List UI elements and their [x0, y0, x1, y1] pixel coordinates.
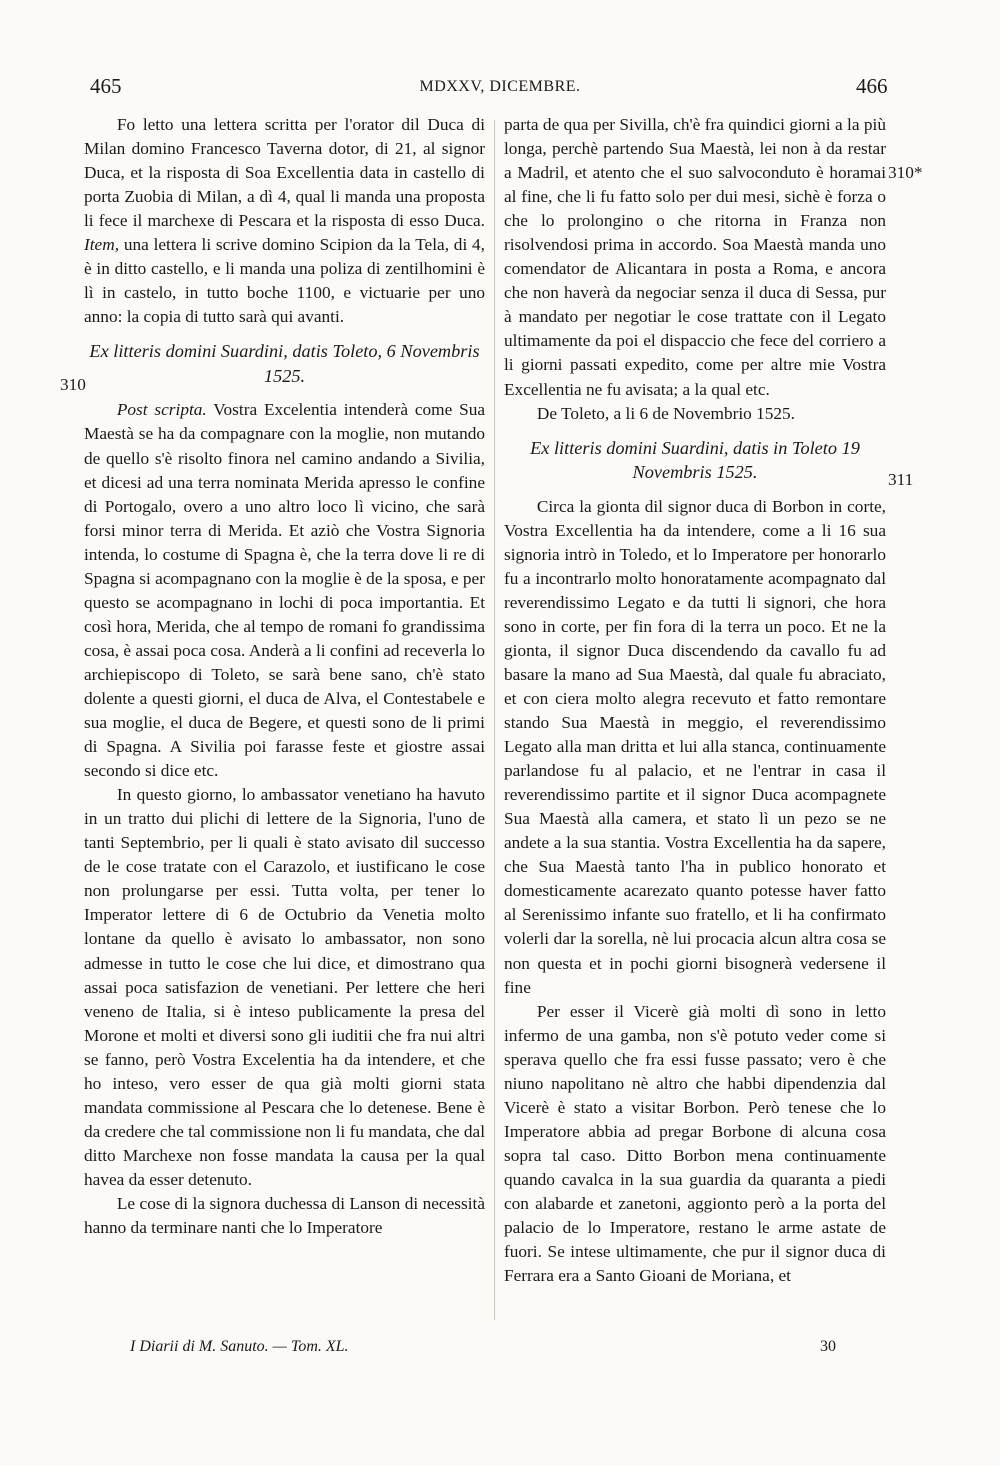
paragraph: parta de qua per Sivilla, ch'è fra quindici giorni a la più longa, perchè partendo Sua Maestà, lei non à da restar a Madril, et atento che el suo salvoconduto è horamai al fine, che li fu fatto solo per dui mesi, sichè è forza o che lo prolongino o che ritorna in Franza non risolvendosi prima in accordo. Soa Maestà manda uno comendator de Alicantara in posta a Roma, e ancora che non haverà da negociar senza il duca di Sessa, pur à mandato per negotiar le cose trattate con il Legato ultimamente da poi el dispaccio che fece del corriero a li giorni passati expedito, come per altre mie Vostra Excellentia ne fu avisata; a la qual etc. [504, 115, 886, 399]
paragraph: Per esser il Vicerè già molti dì sono in letto infermo de una gamba, non s'è potuto veder come si sperava quello che fra essi fusse passato; vero è che niuno napolitano nè altro che habbi dipendenzia dal Vicerè è stato a visitar Borbon. Però tenese che lo Imperatore abbia ad pregar Borbone di alcuna cosa sopra tal caso. Ditto Borbon mena continuamente quando cavalca in la sua guardia da quaranta a piedi con alabarde et zanetoni, aggionto però a la porta del palacio de lo Imperatore, restano le arme astate de fuori. Se intese ultimamente, che pur il signor duca di Ferrara era a Santo Gioani de Moriana, et [504, 1001, 886, 1286]
running-header [0, 74, 1000, 104]
column-divider [494, 120, 495, 1320]
margin-note-310b: 310* [888, 163, 923, 182]
paragraph: Le cose di la signora duchessa di Lanson di necessità hanno da terminare nanti che lo Imperatore [84, 1193, 485, 1238]
letter-heading: Ex litteris domini Suardini, datis in Toleto 19 Novembris 1525. [530, 437, 860, 483]
signature-number: 30 [820, 1338, 836, 1355]
paragraph: Circa la gionta dil signor duca di Borbon in corte, Vostra Excellentia ha da intendere, come a li 16 sua signoria intrò in Toledo, et lo Imperatore per honorarlo fu a incontrarlo molto honoratamente acompagnato dal reverendissimo Legato e da tutti li signori, che hora sono in corte, per fin fora di la terra un poco. Et ne la gionta, il signor Duca discendendo da cavallo fu ad basare la mano ad Sua Maestà, dal quale fu abraciato, et con ciera molto alegra recevuto et fatto remontare stando Sua Maestà in meggio, el reverendissimo Legato alla man dritta et lui alla stanca, continuamente parlandose fu al palacio, et ne l'entrar in casa il reverendissimo partite et il signor Duca acompagnete Sua Maestà alla camera, et stato lì un pezo se ne andete a la sua stantia. Vostra Excellentia ha da sapere, che Sua Maestà tanto l'ha in publico honorato et domesticamente acarezato quanto potesse haver fatto al Serenissimo infante suo fratello, et li ha confirmato volerli dar la sorella, nè lui procacia alcun altra cosa se non questa et in pochi giorni bisognerà vedersene il fine [504, 496, 886, 997]
page-number-right: 466 [856, 74, 888, 98]
footer-title: I Diarii di M. Sanuto. — Tom. XL. [130, 1338, 349, 1355]
right-column [504, 113, 886, 1288]
margin-note-311: 311 [888, 470, 914, 489]
left-column [84, 113, 485, 1240]
dateline: De Toleto, a li 6 de Novembrio 1525. [536, 403, 795, 423]
letter-heading: Ex litteris domini Suardini, datis Toleto, 6 Novembris 1525. [89, 341, 480, 386]
paragraph: Fo letto una lettera scritta per l'orator dil Duca di Milan domino Francesco Taverna dotor, di 21, al signor Duca, et la risposta di Soa Excellentia data in castello di porta Zuobia di Milan, a dì 4, qual li manda una proposta li fece il marchexe di Pescara et la risposta di esso Duca. Item, una lettera li scrive domino Scipion da la Tela, di 4, è in ditto castello, e li manda una poliza di zentilhomini è lì in castelo, in tutto boche 1100, e victuarie per uno anno: la copia di tutto sarà qui avanti. [84, 115, 485, 327]
page-footer [0, 1338, 1000, 1368]
page-number-left: 465 [90, 74, 122, 98]
paragraph: In questo giorno, lo ambassator venetiano ha havuto in un tratto dui plichi di lettere de la Signoria, l'uno de tanti Septembrio, per li quali è stato avisato dil successo de le cose tratate con el Carazolo, et iustificano le cose non prolungarse per essi. Tutta volta, per tener lo Imperator lettere di 6 de Octubrio da Venetia molto lontane da quello è avisato lo ambassator, non sono admesse in tutto le cose che lui dice, et dimostrano qua assai poca satisfazion de venetiani. Per lettere che heri veneno de Italia, si è inteso publicamente la presa del Morone et molti et diversi sono gli iuditii che fra nui altri se fanno, però Vostra Excelentia ha da intendere, et che ho inteso, vero esser de qua già molti giorni stata mandata commissione al Pescara che lo detenese. Bene è da credere che tal commissione non li fu mandata, che dal ditto Marchexe non fosse mandata la causa per la qual havea da esser detenuto. [84, 785, 485, 1189]
paragraph: Post scripta. Vostra Excelentia intenderà come Sua Maestà se ha da compagnare con la moglie, non mutando de quello s'è risolto finora nel camino andando a Sivilia, et dicesi ad una terra nominata Merida apresso le confine di Portogalo, overo a uno altro loco lì vicino, che sarà forsi minor terra di Merida. Et aziò che Vostra Signoria intenda, lo costume di Spagna è, che la terra dove li re di Spagna si acompagnano con la moglie è de la sposa, e per questo se acompagnano in lochi di poca importantia. Et così hora, Merida, che al tempo de romani fo grandissima cosa, è assai poca cosa. Anderà a li confini ad receverla lo archiepiscopo di Toleto, se sarà bene sano, ch'è stato dolente a questi giorni, el duca de Alva, el Contestabele e sua moglie, el duca de Begere, et questi sono de li primi di Spagna. A Sivilia poi farasse feste et giostre assai secondo si dice etc. [84, 400, 486, 781]
margin-note-310: 310 [60, 375, 86, 394]
running-title: MDXXV, DICEMBRE. [419, 78, 581, 95]
